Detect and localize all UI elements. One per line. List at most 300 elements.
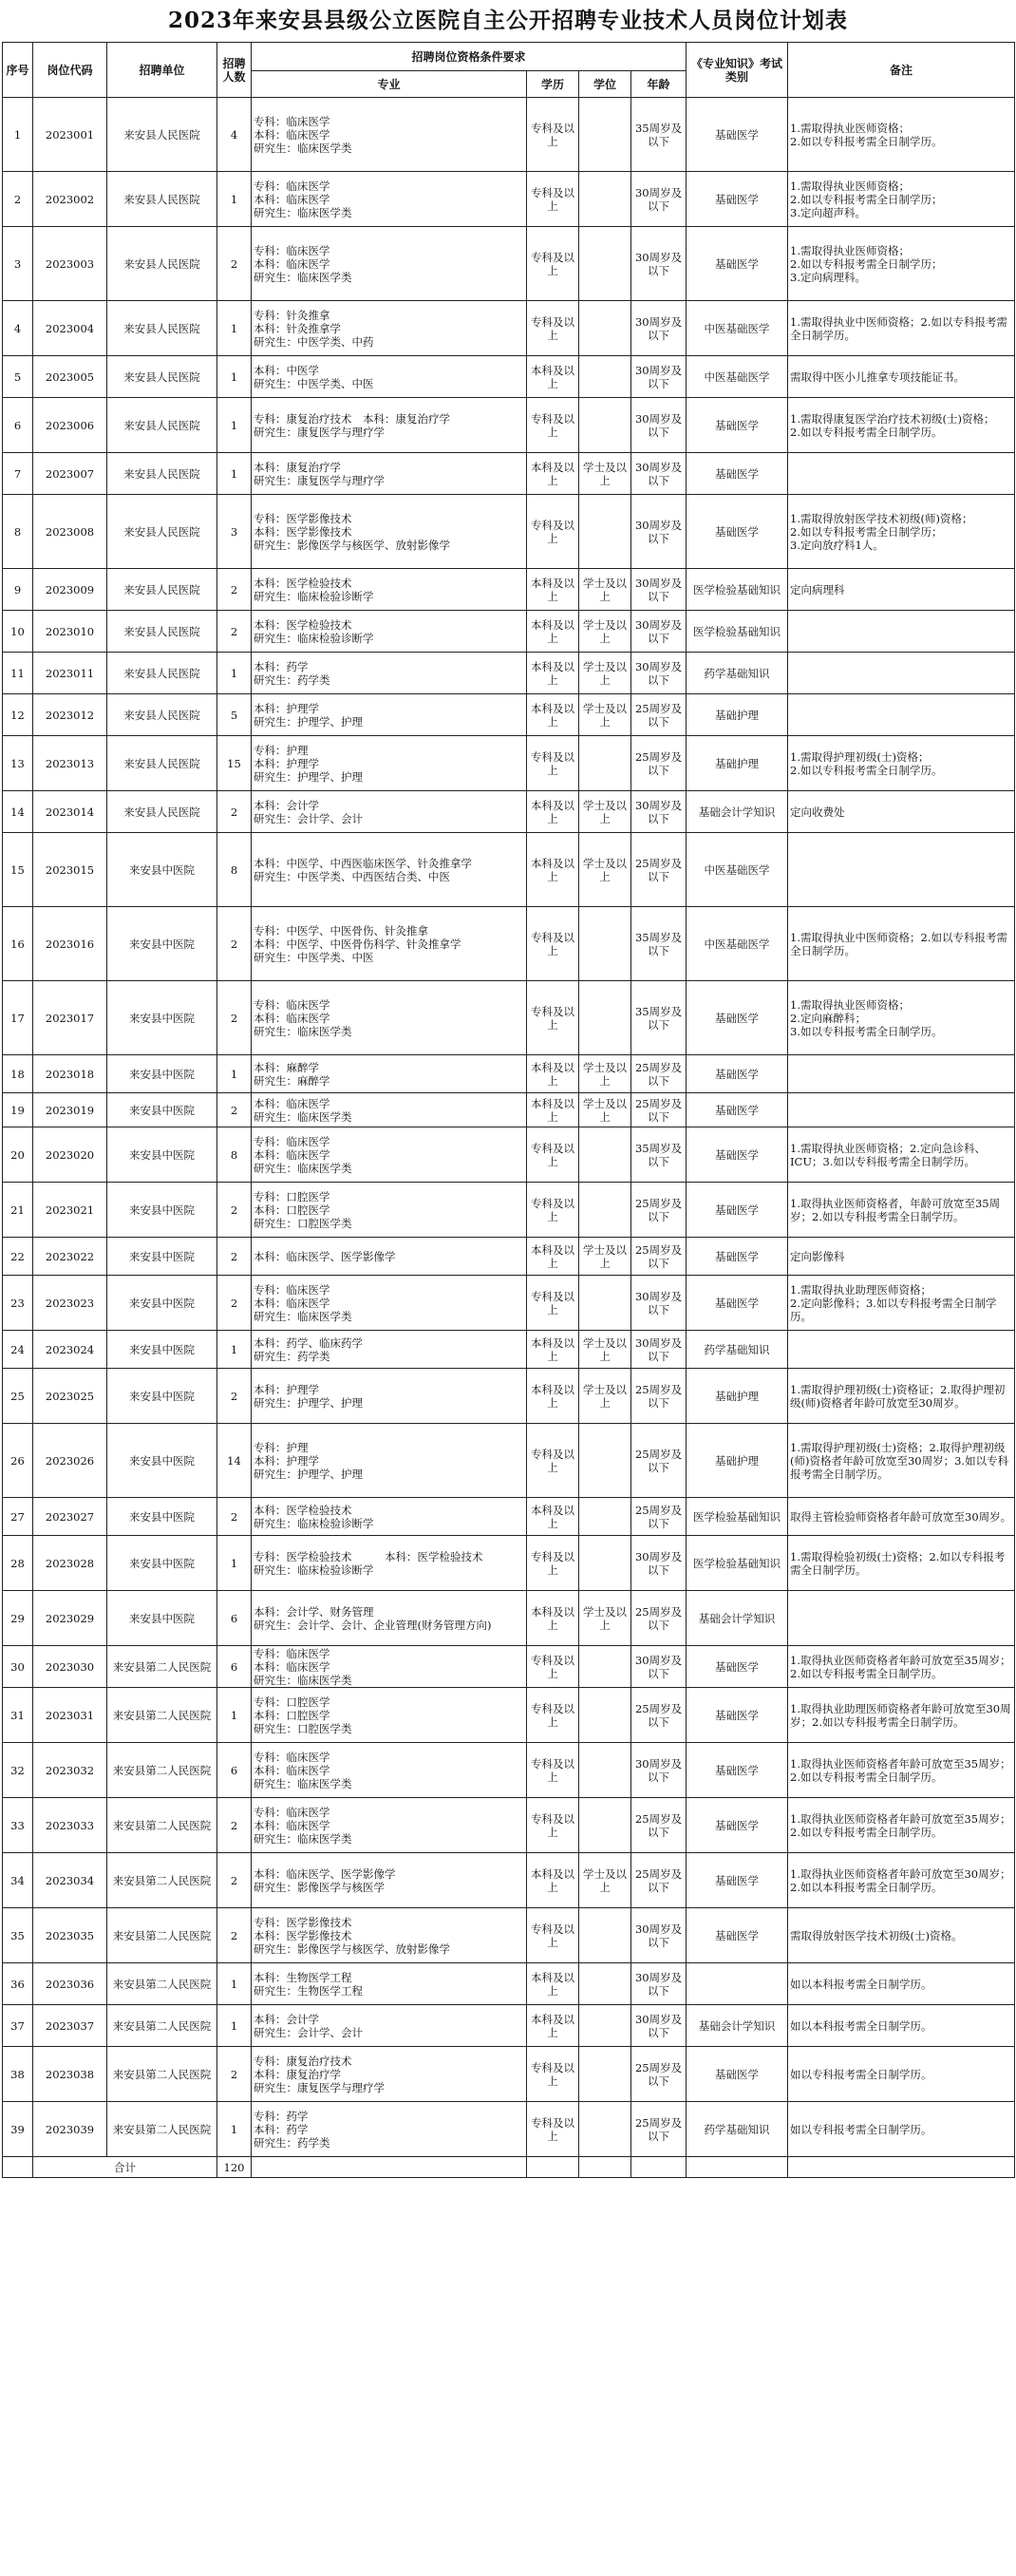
cell-age: 25周岁及以下 bbox=[631, 833, 687, 907]
cell-education: 专科及以上 bbox=[527, 907, 579, 981]
cell-seq: 31 bbox=[3, 1688, 33, 1743]
cell-note: 1.需取得执业中医师资格；2.如以专科报考需全日制学历。 bbox=[788, 301, 1015, 356]
cell-code: 2023039 bbox=[33, 2102, 107, 2157]
table-row bbox=[3, 1183, 1015, 1238]
table-row bbox=[3, 1743, 1015, 1798]
cell-age: 30周岁及以下 bbox=[631, 1331, 687, 1369]
cell-note: 需取得放射医学技术初级(士)资格。 bbox=[788, 1908, 1015, 1963]
cell-note bbox=[788, 453, 1015, 495]
cell-degree: 学士及以上 bbox=[579, 1093, 631, 1127]
cell-exam: 基础医学 bbox=[687, 98, 788, 172]
table-row bbox=[3, 1536, 1015, 1591]
cell-count: 2 bbox=[217, 1276, 252, 1331]
cell-age: 30周岁及以下 bbox=[631, 1743, 687, 1798]
cell-age: 25周岁及以下 bbox=[631, 1853, 687, 1908]
cell-age: 30周岁及以下 bbox=[631, 301, 687, 356]
cell-code: 2023002 bbox=[33, 172, 107, 227]
cell-age: 35周岁及以下 bbox=[631, 981, 687, 1055]
cell-education: 本科及以上 bbox=[527, 1498, 579, 1536]
cell-note: 1.取得执业医师资格者年龄可放宽至35周岁；2.如以专科报考需全日制学历。 bbox=[788, 1743, 1015, 1798]
cell-degree bbox=[579, 1798, 631, 1853]
cell-major: 专科：临床医学 本科：临床医学 研究生：临床医学类 bbox=[252, 1743, 527, 1798]
cell-degree bbox=[579, 1183, 631, 1238]
cell-degree bbox=[579, 981, 631, 1055]
header-education: 学历 bbox=[527, 71, 579, 98]
cell-education: 专科及以上 bbox=[527, 1798, 579, 1853]
cell-code: 2023015 bbox=[33, 833, 107, 907]
cell-count: 2 bbox=[217, 1093, 252, 1127]
header-code: 岗位代码 bbox=[33, 43, 107, 98]
table-row bbox=[3, 1093, 1015, 1127]
cell-age: 30周岁及以下 bbox=[631, 172, 687, 227]
cell-seq: 25 bbox=[3, 1369, 33, 1424]
cell-unit: 来安县人民医院 bbox=[107, 791, 217, 833]
cell-note: 需取得中医小儿推拿专项技能证书。 bbox=[788, 356, 1015, 398]
cell-age: 30周岁及以下 bbox=[631, 611, 687, 653]
cell-degree: 学士及以上 bbox=[579, 1238, 631, 1276]
cell-seq: 4 bbox=[3, 301, 33, 356]
cell-count: 1 bbox=[217, 1688, 252, 1743]
cell-degree bbox=[579, 1498, 631, 1536]
cell-note: 1.需取得执业医师资格； 2.如以专科报考需全日制学历； 3.定向超声科。 bbox=[788, 172, 1015, 227]
cell-major: 专科：临床医学 本科：临床医学 研究生：临床医学类 bbox=[252, 172, 527, 227]
recruitment-table bbox=[2, 42, 1015, 2178]
table-row bbox=[3, 98, 1015, 172]
cell-major: 专科：康复治疗技术 本科：康复治疗学 研究生：康复医学与理疗学 bbox=[252, 398, 527, 453]
cell-count: 2 bbox=[217, 1498, 252, 1536]
cell-age: 35周岁及以下 bbox=[631, 907, 687, 981]
cell-code: 2023003 bbox=[33, 227, 107, 301]
cell-education: 本科及以上 bbox=[527, 569, 579, 611]
cell-seq: 8 bbox=[3, 495, 33, 569]
cell-education: 专科及以上 bbox=[527, 1127, 579, 1183]
table-row bbox=[3, 1055, 1015, 1093]
cell-note: 1.取得执业医师资格者年龄可放宽至30周岁；2.如以本科报考需全日制学历。 bbox=[788, 1853, 1015, 1908]
total-empty-deg bbox=[579, 2157, 631, 2178]
cell-major: 本科：临床医学 研究生：临床医学类 bbox=[252, 1093, 527, 1127]
cell-seq: 6 bbox=[3, 398, 33, 453]
cell-seq: 20 bbox=[3, 1127, 33, 1183]
cell-code: 2023036 bbox=[33, 1963, 107, 2005]
cell-major: 本科：医学检验技术 研究生：临床检验诊断学 bbox=[252, 611, 527, 653]
cell-exam: 基础护理 bbox=[687, 1369, 788, 1424]
cell-code: 2023011 bbox=[33, 653, 107, 694]
cell-exam: 基础护理 bbox=[687, 1424, 788, 1498]
cell-seq: 33 bbox=[3, 1798, 33, 1853]
cell-code: 2023023 bbox=[33, 1276, 107, 1331]
cell-count: 1 bbox=[217, 1963, 252, 2005]
cell-unit: 来安县中医院 bbox=[107, 833, 217, 907]
table-row bbox=[3, 1591, 1015, 1646]
cell-exam: 中医基础医学 bbox=[687, 301, 788, 356]
cell-code: 2023030 bbox=[33, 1646, 107, 1688]
cell-count: 8 bbox=[217, 1127, 252, 1183]
header-requirements: 招聘岗位资格条件要求 bbox=[252, 43, 687, 71]
cell-code: 2023031 bbox=[33, 1688, 107, 1743]
cell-degree bbox=[579, 2102, 631, 2157]
cell-education: 本科及以上 bbox=[527, 2005, 579, 2047]
cell-count: 6 bbox=[217, 1646, 252, 1688]
cell-degree: 学士及以上 bbox=[579, 1853, 631, 1908]
cell-age: 35周岁及以下 bbox=[631, 1127, 687, 1183]
cell-seq: 37 bbox=[3, 2005, 33, 2047]
cell-code: 2023007 bbox=[33, 453, 107, 495]
cell-education: 专科及以上 bbox=[527, 1183, 579, 1238]
cell-seq: 27 bbox=[3, 1498, 33, 1536]
cell-exam: 基础医学 bbox=[687, 1127, 788, 1183]
cell-note: 1.需取得护理初级(士)资格；2.取得护理初级(师)资格者年龄可放宽至30周岁；3.如以专科报考需全日制学历。 bbox=[788, 1424, 1015, 1498]
cell-major: 本科：临床医学、医学影像学 bbox=[252, 1238, 527, 1276]
cell-seq: 35 bbox=[3, 1908, 33, 1963]
cell-code: 2023029 bbox=[33, 1591, 107, 1646]
cell-seq: 32 bbox=[3, 1743, 33, 1798]
cell-note bbox=[788, 653, 1015, 694]
cell-exam: 基础医学 bbox=[687, 1183, 788, 1238]
cell-education: 本科及以上 bbox=[527, 453, 579, 495]
cell-exam: 基础医学 bbox=[687, 1093, 788, 1127]
table-row bbox=[3, 2102, 1015, 2157]
cell-degree bbox=[579, 1688, 631, 1743]
cell-major: 专科：临床医学 本科：临床医学 研究生：临床医学类 bbox=[252, 1127, 527, 1183]
cell-age: 25周岁及以下 bbox=[631, 1093, 687, 1127]
cell-degree bbox=[579, 172, 631, 227]
cell-note: 1.需取得放射医学技术初级(师)资格； 2.如以专科报考需全日制学历； 3.定向放疗科1人。 bbox=[788, 495, 1015, 569]
cell-exam: 基础会计学知识 bbox=[687, 2005, 788, 2047]
cell-unit: 来安县人民医院 bbox=[107, 453, 217, 495]
cell-degree: 学士及以上 bbox=[579, 453, 631, 495]
cell-age: 30周岁及以下 bbox=[631, 1963, 687, 2005]
cell-degree bbox=[579, 2005, 631, 2047]
cell-note: 1.取得执业医师资格者年龄可放宽至35周岁；2.如以专科报考需全日制学历。 bbox=[788, 1798, 1015, 1853]
cell-age: 30周岁及以下 bbox=[631, 453, 687, 495]
cell-age: 30周岁及以下 bbox=[631, 569, 687, 611]
table-row bbox=[3, 736, 1015, 791]
cell-count: 2 bbox=[217, 1908, 252, 1963]
cell-note: 定向病理科 bbox=[788, 569, 1015, 611]
cell-age: 25周岁及以下 bbox=[631, 1055, 687, 1093]
cell-education: 本科及以上 bbox=[527, 1331, 579, 1369]
cell-code: 2023010 bbox=[33, 611, 107, 653]
table-row bbox=[3, 1238, 1015, 1276]
cell-code: 2023025 bbox=[33, 1369, 107, 1424]
cell-code: 2023008 bbox=[33, 495, 107, 569]
header-note: 备注 bbox=[788, 43, 1015, 98]
cell-count: 3 bbox=[217, 495, 252, 569]
cell-major: 专科：医学影像技术 本科：医学影像技术 研究生：影像医学与核医学、放射影像学 bbox=[252, 1908, 527, 1963]
cell-note bbox=[788, 1093, 1015, 1127]
cell-education: 专科及以上 bbox=[527, 301, 579, 356]
cell-major: 本科：会计学 研究生：会计学、会计 bbox=[252, 2005, 527, 2047]
cell-exam bbox=[687, 1963, 788, 2005]
cell-major: 本科：护理学 研究生：护理学、护理 bbox=[252, 694, 527, 736]
cell-note: 定向影像科 bbox=[788, 1238, 1015, 1276]
cell-age: 25周岁及以下 bbox=[631, 1183, 687, 1238]
cell-major: 专科：临床医学 本科：临床医学 研究生：临床医学类 bbox=[252, 1646, 527, 1688]
cell-education: 专科及以上 bbox=[527, 2102, 579, 2157]
cell-unit: 来安县人民医院 bbox=[107, 172, 217, 227]
cell-education: 专科及以上 bbox=[527, 736, 579, 791]
cell-count: 2 bbox=[217, 1238, 252, 1276]
table-body bbox=[3, 98, 1015, 2157]
cell-major: 本科：康复治疗学 研究生：康复医学与理疗学 bbox=[252, 453, 527, 495]
cell-major: 专科：中医学、中医骨伤、针灸推拿 本科：中医学、中医骨伤科学、针灸推拿学 研究生：中医学类、中医 bbox=[252, 907, 527, 981]
cell-education: 本科及以上 bbox=[527, 1055, 579, 1093]
table-row bbox=[3, 611, 1015, 653]
cell-code: 2023032 bbox=[33, 1743, 107, 1798]
cell-code: 2023038 bbox=[33, 2047, 107, 2102]
cell-seq: 13 bbox=[3, 736, 33, 791]
cell-degree bbox=[579, 495, 631, 569]
cell-unit: 来安县中医院 bbox=[107, 1536, 217, 1591]
cell-degree bbox=[579, 2047, 631, 2102]
table-row bbox=[3, 398, 1015, 453]
cell-unit: 来安县人民医院 bbox=[107, 694, 217, 736]
header-row-1 bbox=[3, 43, 1015, 71]
cell-major: 本科：会计学、财务管理 研究生：会计学、会计、企业管理(财务管理方向) bbox=[252, 1591, 527, 1646]
cell-count: 1 bbox=[217, 1536, 252, 1591]
cell-major: 专科：医学检验技术 本科：医学检验技术 研究生：临床检验诊断学 bbox=[252, 1536, 527, 1591]
cell-count: 2 bbox=[217, 791, 252, 833]
cell-seq: 10 bbox=[3, 611, 33, 653]
cell-degree bbox=[579, 1536, 631, 1591]
cell-age: 35周岁及以下 bbox=[631, 98, 687, 172]
table-row bbox=[3, 1331, 1015, 1369]
cell-count: 1 bbox=[217, 172, 252, 227]
cell-unit: 来安县第二人民医院 bbox=[107, 1963, 217, 2005]
cell-exam: 中医基础医学 bbox=[687, 833, 788, 907]
cell-seq: 26 bbox=[3, 1424, 33, 1498]
cell-unit: 来安县中医院 bbox=[107, 1127, 217, 1183]
cell-degree: 学士及以上 bbox=[579, 611, 631, 653]
cell-code: 2023034 bbox=[33, 1853, 107, 1908]
cell-age: 25周岁及以下 bbox=[631, 1498, 687, 1536]
cell-seq: 16 bbox=[3, 907, 33, 981]
cell-exam: 医学检验基础知识 bbox=[687, 1498, 788, 1536]
cell-seq: 22 bbox=[3, 1238, 33, 1276]
cell-unit: 来安县中医院 bbox=[107, 1276, 217, 1331]
cell-major: 本科：中医学 研究生：中医学类、中医 bbox=[252, 356, 527, 398]
cell-unit: 来安县中医院 bbox=[107, 1238, 217, 1276]
cell-seq: 34 bbox=[3, 1853, 33, 1908]
cell-seq: 24 bbox=[3, 1331, 33, 1369]
cell-note: 1.需取得执业中医师资格；2.如以专科报考需全日制学历。 bbox=[788, 907, 1015, 981]
cell-note bbox=[788, 833, 1015, 907]
cell-exam: 基础医学 bbox=[687, 1853, 788, 1908]
header-degree: 学位 bbox=[579, 71, 631, 98]
cell-code: 2023014 bbox=[33, 791, 107, 833]
cell-major: 专科：针灸推拿 本科：针灸推拿学 研究生：中医学类、中药 bbox=[252, 301, 527, 356]
cell-education: 本科及以上 bbox=[527, 1853, 579, 1908]
cell-exam: 基础医学 bbox=[687, 172, 788, 227]
cell-note: 如以本科报考需全日制学历。 bbox=[788, 2005, 1015, 2047]
cell-exam: 基础会计学知识 bbox=[687, 791, 788, 833]
cell-note: 1.需取得护理初级(士)资格证；2.取得护理初级(师)资格者年龄可放宽至30周岁。 bbox=[788, 1369, 1015, 1424]
cell-exam: 中医基础医学 bbox=[687, 356, 788, 398]
cell-major: 本科：药学 研究生：药学类 bbox=[252, 653, 527, 694]
header-exam: 《专业知识》考试类别 bbox=[687, 43, 788, 98]
table-row bbox=[3, 1853, 1015, 1908]
cell-note: 取得主管检验师资格者年龄可放宽至30周岁。 bbox=[788, 1498, 1015, 1536]
cell-education: 专科及以上 bbox=[527, 227, 579, 301]
table-row bbox=[3, 2047, 1015, 2102]
cell-count: 4 bbox=[217, 98, 252, 172]
cell-age: 25周岁及以下 bbox=[631, 694, 687, 736]
table-row bbox=[3, 172, 1015, 227]
cell-code: 2023024 bbox=[33, 1331, 107, 1369]
cell-code: 2023013 bbox=[33, 736, 107, 791]
cell-code: 2023028 bbox=[33, 1536, 107, 1591]
cell-count: 2 bbox=[217, 569, 252, 611]
cell-degree bbox=[579, 301, 631, 356]
table-row bbox=[3, 1963, 1015, 2005]
header-major: 专业 bbox=[252, 71, 527, 98]
cell-education: 本科及以上 bbox=[527, 1093, 579, 1127]
cell-seq: 1 bbox=[3, 98, 33, 172]
cell-age: 25周岁及以下 bbox=[631, 736, 687, 791]
cell-code: 2023005 bbox=[33, 356, 107, 398]
cell-count: 1 bbox=[217, 2005, 252, 2047]
cell-note: 1.需取得执业医师资格； 2.如以专科报考需全日制学历。 bbox=[788, 98, 1015, 172]
cell-education: 专科及以上 bbox=[527, 495, 579, 569]
header-seq: 序号 bbox=[3, 43, 33, 98]
cell-exam: 医学检验基础知识 bbox=[687, 569, 788, 611]
table-row bbox=[3, 833, 1015, 907]
cell-exam: 基础医学 bbox=[687, 1238, 788, 1276]
cell-unit: 来安县中医院 bbox=[107, 1183, 217, 1238]
cell-education: 本科及以上 bbox=[527, 1591, 579, 1646]
cell-major: 专科：临床医学 本科：临床医学 研究生：临床医学类 bbox=[252, 981, 527, 1055]
cell-exam: 基础医学 bbox=[687, 2047, 788, 2102]
table-row bbox=[3, 453, 1015, 495]
cell-exam: 医学检验基础知识 bbox=[687, 611, 788, 653]
cell-major: 本科：临床医学、医学影像学 研究生：影像医学与核医学 bbox=[252, 1853, 527, 1908]
table-row bbox=[3, 1646, 1015, 1688]
cell-seq: 39 bbox=[3, 2102, 33, 2157]
cell-count: 8 bbox=[217, 833, 252, 907]
cell-major: 本科：会计学 研究生：会计学、会计 bbox=[252, 791, 527, 833]
cell-code: 2023019 bbox=[33, 1093, 107, 1127]
cell-education: 专科及以上 bbox=[527, 398, 579, 453]
cell-education: 本科及以上 bbox=[527, 1238, 579, 1276]
cell-major: 本科：药学、临床药学 研究生：药学类 bbox=[252, 1331, 527, 1369]
table-row bbox=[3, 356, 1015, 398]
cell-degree bbox=[579, 1127, 631, 1183]
cell-education: 专科及以上 bbox=[527, 981, 579, 1055]
cell-count: 6 bbox=[217, 1591, 252, 1646]
table-row bbox=[3, 227, 1015, 301]
cell-unit: 来安县人民医院 bbox=[107, 495, 217, 569]
cell-age: 30周岁及以下 bbox=[631, 1276, 687, 1331]
cell-education: 本科及以上 bbox=[527, 611, 579, 653]
cell-count: 2 bbox=[217, 981, 252, 1055]
cell-note: 1.需取得康复医学治疗技术初级(士)资格； 2.如以专科报考需全日制学历。 bbox=[788, 398, 1015, 453]
cell-seq: 14 bbox=[3, 791, 33, 833]
cell-note bbox=[788, 694, 1015, 736]
cell-age: 25周岁及以下 bbox=[631, 1591, 687, 1646]
cell-note: 1.取得执业医师资格者，年龄可放宽至35周岁；2.如以专科报考需全日制学历。 bbox=[788, 1183, 1015, 1238]
cell-code: 2023004 bbox=[33, 301, 107, 356]
table-row bbox=[3, 694, 1015, 736]
cell-unit: 来安县第二人民医院 bbox=[107, 1798, 217, 1853]
cell-note: 1.需取得执业医师资格； 2.定向麻醉科； 3.如以专科报考需全日制学历。 bbox=[788, 981, 1015, 1055]
page-title: 2023年来安县县级公立医院自主公开招聘专业技术人员岗位计划表 bbox=[167, 8, 848, 33]
cell-code: 2023009 bbox=[33, 569, 107, 611]
cell-code: 2023026 bbox=[33, 1424, 107, 1498]
cell-count: 2 bbox=[217, 227, 252, 301]
cell-exam: 基础医学 bbox=[687, 1743, 788, 1798]
cell-education: 专科及以上 bbox=[527, 1424, 579, 1498]
cell-major: 专科：口腔医学 本科：口腔医学 研究生：口腔医学类 bbox=[252, 1183, 527, 1238]
cell-unit: 来安县第二人民医院 bbox=[107, 1908, 217, 1963]
table-row bbox=[3, 907, 1015, 981]
cell-education: 专科及以上 bbox=[527, 1743, 579, 1798]
cell-unit: 来安县人民医院 bbox=[107, 98, 217, 172]
cell-unit: 来安县第二人民医院 bbox=[107, 1743, 217, 1798]
cell-major: 专科：临床医学 本科：临床医学 研究生：临床医学类 bbox=[252, 227, 527, 301]
cell-degree: 学士及以上 bbox=[579, 1055, 631, 1093]
cell-count: 2 bbox=[217, 611, 252, 653]
cell-age: 25周岁及以下 bbox=[631, 2047, 687, 2102]
table-row bbox=[3, 1688, 1015, 1743]
cell-unit: 来安县第二人民医院 bbox=[107, 1853, 217, 1908]
cell-major: 专科：临床医学 本科：临床医学 研究生：临床医学类 bbox=[252, 1276, 527, 1331]
cell-unit: 来安县中医院 bbox=[107, 1424, 217, 1498]
cell-code: 2023033 bbox=[33, 1798, 107, 1853]
cell-major: 本科：麻醉学 研究生：麻醉学 bbox=[252, 1055, 527, 1093]
table-row bbox=[3, 1276, 1015, 1331]
cell-note: 1.需取得执业医师资格； 2.如以专科报考需全日制学历； 3.定向病理科。 bbox=[788, 227, 1015, 301]
cell-seq: 18 bbox=[3, 1055, 33, 1093]
cell-note bbox=[788, 611, 1015, 653]
cell-age: 30周岁及以下 bbox=[631, 356, 687, 398]
cell-code: 2023021 bbox=[33, 1183, 107, 1238]
table-row bbox=[3, 1798, 1015, 1853]
cell-seq: 19 bbox=[3, 1093, 33, 1127]
cell-count: 14 bbox=[217, 1424, 252, 1498]
cell-major: 本科：医学检验技术 研究生：临床检验诊断学 bbox=[252, 1498, 527, 1536]
cell-major: 专科：临床医学 本科：临床医学 研究生：临床医学类 bbox=[252, 1798, 527, 1853]
cell-degree: 学士及以上 bbox=[579, 1591, 631, 1646]
cell-degree bbox=[579, 1276, 631, 1331]
cell-major: 本科：生物医学工程 研究生：生物医学工程 bbox=[252, 1963, 527, 2005]
cell-seq: 36 bbox=[3, 1963, 33, 2005]
cell-note bbox=[788, 1591, 1015, 1646]
cell-count: 5 bbox=[217, 694, 252, 736]
cell-seq: 9 bbox=[3, 569, 33, 611]
table-row bbox=[3, 495, 1015, 569]
cell-code: 2023027 bbox=[33, 1498, 107, 1536]
cell-major: 本科：护理学 研究生：护理学、护理 bbox=[252, 1369, 527, 1424]
cell-seq: 15 bbox=[3, 833, 33, 907]
cell-education: 专科及以上 bbox=[527, 1688, 579, 1743]
cell-code: 2023016 bbox=[33, 907, 107, 981]
cell-code: 2023018 bbox=[33, 1055, 107, 1093]
total-empty-edu bbox=[527, 2157, 579, 2178]
cell-seq: 2 bbox=[3, 172, 33, 227]
cell-education: 本科及以上 bbox=[527, 356, 579, 398]
cell-age: 30周岁及以下 bbox=[631, 1646, 687, 1688]
total-empty-note bbox=[788, 2157, 1015, 2178]
cell-unit: 来安县中医院 bbox=[107, 981, 217, 1055]
total-empty-major bbox=[252, 2157, 527, 2178]
cell-count: 2 bbox=[217, 907, 252, 981]
cell-seq: 29 bbox=[3, 1591, 33, 1646]
cell-exam: 基础医学 bbox=[687, 1688, 788, 1743]
cell-unit: 来安县中医院 bbox=[107, 1498, 217, 1536]
cell-education: 专科及以上 bbox=[527, 1536, 579, 1591]
cell-exam: 基础会计学知识 bbox=[687, 1591, 788, 1646]
cell-count: 1 bbox=[217, 653, 252, 694]
